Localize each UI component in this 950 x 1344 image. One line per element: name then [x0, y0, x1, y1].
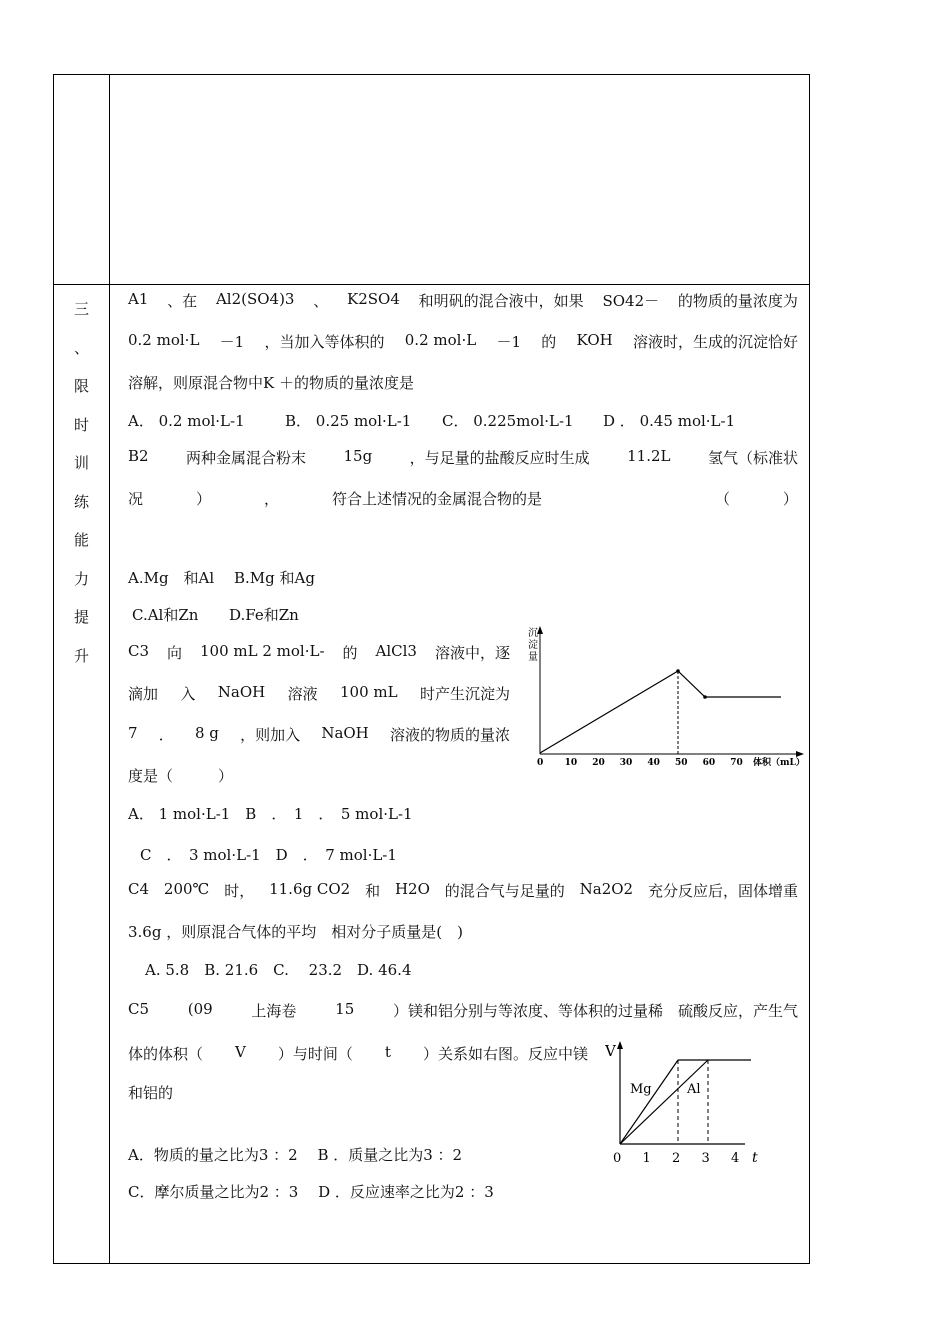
section-char: 限 [73, 377, 89, 395]
section-char: 、 [73, 338, 89, 357]
section-char: 提 [73, 608, 89, 626]
x-tick-label: 0 [537, 758, 544, 768]
question-c3-line4: 度是（ ） [128, 767, 234, 785]
x-tick-label: 30 [619, 758, 633, 768]
precipitate-curve [540, 671, 781, 753]
answer-option: C． 0.225mol·L-1 [442, 412, 574, 430]
series-label-al: Al [687, 1082, 701, 1097]
x-tick-label: 2 [672, 1151, 681, 1166]
question-c4-line1: C4 200℃ 时， 11.6g CO2 和 H2O 的混合气与足量的 Na2O2 充分反应后，固体增重 [128, 880, 798, 900]
answer-options-row: A．物质的量之比为3 ：2 B ．质量之比为3 ：2 [128, 1146, 463, 1164]
x-tick-label: 1 [642, 1151, 651, 1166]
question-a1-line1: A1 、在 Al2(SO4)3 、 K2SO4 和明矾的混合液中，如果 SO42－ 的物质的量浓度为 [128, 290, 798, 310]
answer-option: B.Mg 和Ag [234, 569, 315, 587]
x-tick-label: 4 [731, 1151, 740, 1166]
question-c4-line2: 3.6g ，则原混合气体的平均 相对分子质量是( ) [128, 923, 463, 941]
section-char: 能 [73, 531, 89, 549]
x-axis-label: 体积（mL） [753, 758, 805, 768]
question-c3-line3: 7 ． 8 g ，则加入 NaOH 溶液的物质的量浓 [128, 724, 510, 744]
question-c5-line3: 和铝的 [128, 1084, 174, 1102]
answer-option: A． 0.2 mol·L-1 [128, 412, 245, 430]
question-a1-line2: 0.2 mol·L －1 ，当加入等体积的 0.2 mol·L －1 的 KOH 溶液时，生成的沉淀恰好 [128, 331, 798, 351]
question-b2-line1: B2 两种金属混合粉末 15g ，与足量的盐酸反应时生成 11.2L 氢气（标准状 [128, 447, 798, 467]
answer-option: A.Mg 和Al [128, 569, 215, 587]
y-axis-arrow [617, 1041, 623, 1049]
answer-options-row: A． 1 mol·L-1 B ． 1 ． 5 mol·L-1 [128, 805, 413, 823]
x-tick-label: 3 [701, 1151, 710, 1166]
section-char: 训 [73, 454, 89, 472]
section-label [54, 290, 109, 675]
al-line [620, 1060, 708, 1144]
x-tick-label: 50 [675, 758, 688, 768]
x-axis-arrow [796, 751, 804, 757]
question-c5-line1: C5 (09 上海卷 15 ）镁和铝分别与等浓度、等体积的过量稀 硫酸反应，产生气 [128, 1000, 798, 1020]
answer-option: D ． 0.45 mol·L-1 [603, 412, 736, 430]
x-tick-label: 10 [564, 758, 578, 768]
y-axis-label: V [605, 1042, 616, 1060]
y-axis-label: 沉淀量 [528, 628, 538, 663]
mg-line [620, 1060, 678, 1144]
x-tick-label: 20 [592, 758, 605, 768]
precipitate-volume-graph [522, 622, 810, 772]
question-c5-line2: 体的体积（ V ）与时间（ t ）关系如右图。反应中镁 [128, 1043, 588, 1063]
gas-volume-time-graph [605, 1038, 770, 1168]
x-tick-label: 70 [730, 758, 743, 768]
question-c3-line1: C3 向 100 mL 2 mol·L- 的 AlCl3 溶液中，逐 [128, 642, 510, 662]
curve-turn-point [703, 695, 707, 699]
section-char: 练 [73, 492, 89, 511]
section-char: 时 [73, 415, 89, 434]
answer-options-row: A. 5.8 B. 21.6 C. 23.2 D. 46.4 [145, 961, 412, 979]
section-char: 升 [73, 646, 89, 665]
row-divider [54, 284, 809, 285]
question-a1-line3: 溶解，则原混合物中K ＋的物质的量浓度是 [128, 374, 414, 392]
series-label-mg: Mg [630, 1082, 652, 1097]
answer-option: D.Fe和Zn [229, 606, 299, 624]
section-char: 力 [73, 569, 89, 588]
answer-options-row: C．摩尔质量之比为2 ：3 D ．反应速率之比为2 ：3 [128, 1183, 494, 1201]
answer-options-row: C ． 3 mol·L-1 D ． 7 mol·L-1 [140, 846, 397, 864]
answer-option: B． 0.25 mol·L-1 [285, 412, 412, 430]
x-axis-label: t [752, 1150, 758, 1166]
x-tick-label: 40 [647, 758, 660, 768]
section-char: 三 [73, 300, 89, 318]
question-b2-line2: 况 ） ， 符合上述情况的金属混合物的是 （ ） [128, 490, 798, 508]
column-divider [109, 75, 110, 1263]
answer-option: C.Al和Zn [132, 606, 199, 624]
x-tick-label: 60 [702, 758, 716, 768]
question-c3-line2: 滴加 入 NaOH 溶液 100 mL 时产生沉淀为 [128, 683, 510, 703]
x-tick-label: 0 [613, 1151, 622, 1166]
